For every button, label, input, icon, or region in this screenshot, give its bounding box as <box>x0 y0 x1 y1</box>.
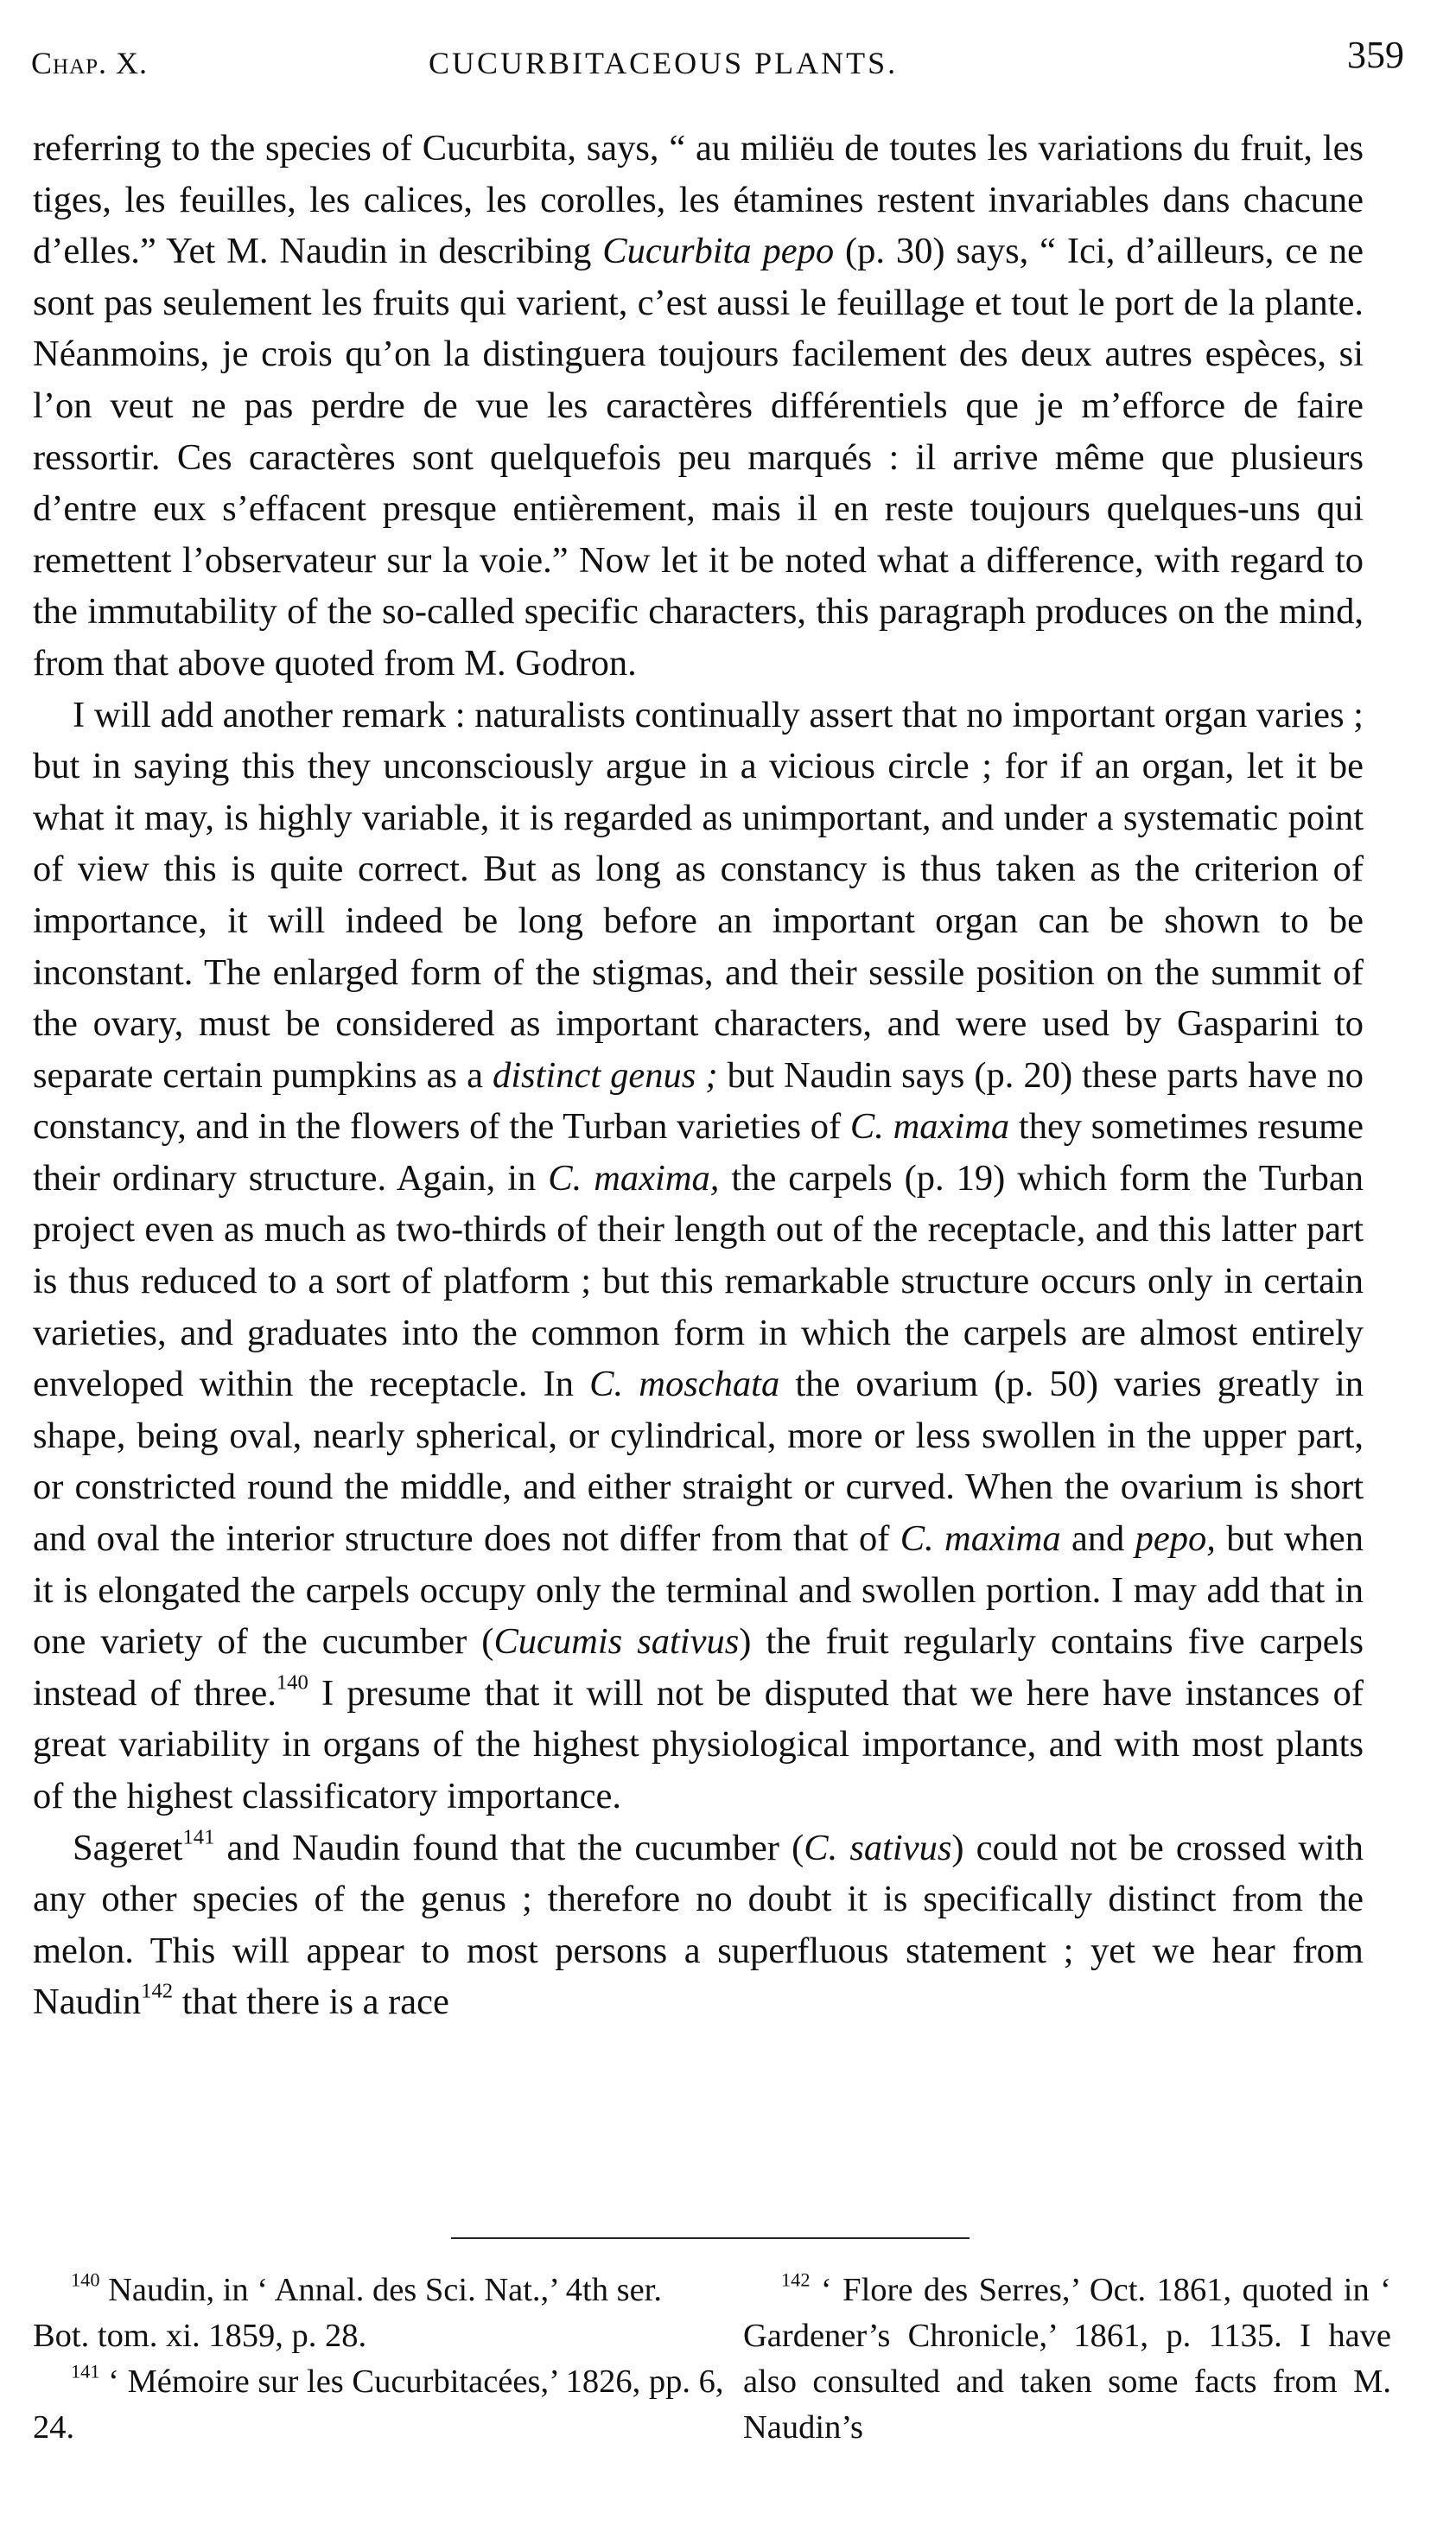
italic-run: C. sativus <box>804 1827 952 1868</box>
italic-run: C. maxima <box>900 1518 1061 1560</box>
footnote-text: ‘ Mémoire sur les Cucurbitacées,’ 1826, pp. 6, 24. <box>33 2363 724 2446</box>
italic-run: Cucumis sativus <box>493 1621 740 1663</box>
footnote-ref-142[interactable]: 142 <box>141 1979 174 2003</box>
text-run: I will add another remark : naturalists continually assert that no important organ varies ; but in saying this they unconsciously argue in a vicious circle ; for if an organ, let it be what it may, is highly variable, it is regarded as unimportant, and under a systematic point of view this is quite correct. But as long as constancy is thus taken as the criterion of importance, it will indeed be long before an important organ can be shown to be inconstant. The enlarged form of the stigmas, and their sessile position on the summit of the ovary, must be considered as important characters, and were used by Gasparini to separate certain pumpkins as a <box>33 694 1364 1096</box>
footnote-number: 142 <box>781 2268 811 2291</box>
text-run: the carpels (p. 19) which form the Turban project even as much as two-thirds of their length out of the receptacle, and this latter part is thus reduced to a sort of platform ; but this remarkable structure occurs only in certain varieties, and graduates into the common form in which the carpels are almost entirely enveloped within the receptacle. In <box>33 1157 1364 1405</box>
text-run: but Naudin says (p. 20) these parts have no constancy, and in the flowers of the Turban varieties of <box>33 1054 1364 1148</box>
footnote-column-right <box>743 2268 1391 2451</box>
footnote-text: Naudin, in ‘ Annal. des Sci. Nat.,’ 4th ser. Bot. tom. xi. 1859, p. 28. <box>33 2272 662 2354</box>
text-run: but when it is elongated the carpels occupy only the terminal and swollen portion. I may add that in one variety of the cucumber ( <box>33 1518 1364 1663</box>
footnote-142 <box>743 2268 1391 2451</box>
text-run: ) could not be crossed with any other species of the genus ; therefore no doubt it is specifically distinct from the melon. This will appear to most persons a superfluous statement ; yet we hear from Naudin <box>33 1827 1364 2023</box>
italic-run: Cucurbita pepo <box>602 231 835 272</box>
text-run: referring to the species of Cucurbita, says, “ au miliëu de toutes les variations du fruit, les tiges, les feuilles, les calices, les corolles, les étamines restent invariables dans chacune d’elles.” Yet M. Naudin in describing <box>33 128 1364 272</box>
italic-run: C. moschata <box>589 1364 780 1405</box>
text-run: (p. 30) says, “ Ici, d’ailleurs, ce ne sont pas seulement les fruits qui varient, c’est aussi le feuillage et tout le port de la plante. Néanmoins, je crois qu’on la distinguera toujours facilement des deux autres espèces, si l’on veut ne pas perdre de vue les caractères différentiels que je m’efforce de faire ressortir. Ces caractères sont quelquefois peu marqués : il arrive même que plusieurs d’entre eux s’effacent presque entièrement, mais il en reste toujours quelques-uns qui remettent l’observateur sur la voie.” Now let it be noted what a difference, with regard to the immutability of the so-called specific characters, this paragraph produces on the mind, from that above quoted from M. Godron. <box>33 231 1364 684</box>
text-run: they sometimes resume their ordinary structure. Again, in <box>33 1106 1364 1199</box>
paragraph-3 <box>33 1823 1364 2028</box>
paragraph-1 <box>33 123 1364 690</box>
text-run: I presume that it will not be disputed that we here have instances of great variability in organs of the highest physiological importance, and with most plants of the highest classificatory importance. <box>33 1672 1364 1816</box>
footnote-divider <box>451 2237 970 2239</box>
italic-run: distinct genus ; <box>493 1054 718 1096</box>
chapter-label: Chap. X. <box>31 46 149 80</box>
paragraph-2 <box>33 690 1364 1823</box>
text-run: and Naudin found that the cucumber ( <box>214 1827 804 1868</box>
italic-run: C. maxima <box>849 1106 1010 1148</box>
italic-run: C. maxima, <box>548 1157 720 1199</box>
footnote-text: ‘ Flore des Serres,’ Oct. 1861, quoted in ‘ Gardener’s Chronicle,’ 1861, p. 1135. I have also consulted and taken some facts from M. Naudin’s <box>743 2272 1391 2446</box>
main-text <box>33 123 1364 2028</box>
text-run: and <box>1060 1518 1135 1560</box>
italic-run: pepo, <box>1135 1518 1216 1560</box>
page-number: 359 <box>1347 34 1404 76</box>
footnote-ref-140[interactable]: 140 <box>276 1670 308 1695</box>
text-run: Sageret <box>73 1827 183 1868</box>
text-run: ) the fruit regularly contains five carpels instead of three. <box>33 1621 1364 1714</box>
footnote-141 <box>33 2359 724 2451</box>
footnote-ref-141[interactable]: 141 <box>182 1825 215 1849</box>
footnote-140 <box>33 2268 724 2359</box>
text-run: the ovarium (p. 50) varies greatly in shape, being oval, nearly spherical, or cylindrical, more or less swollen in the upper part, or constricted round the middle, and either straight or curved. When the ovarium is short and oval the interior structure does not differ from that of <box>33 1364 1364 1560</box>
running-title: CUCURBITACEOUS PLANTS. <box>429 46 899 80</box>
footnote-number: 141 <box>71 2360 100 2382</box>
text-run: that there is a race <box>173 1982 449 2023</box>
running-header <box>31 33 1404 85</box>
footnote-number: 140 <box>71 2268 100 2291</box>
footnote-column-left <box>33 2268 724 2451</box>
